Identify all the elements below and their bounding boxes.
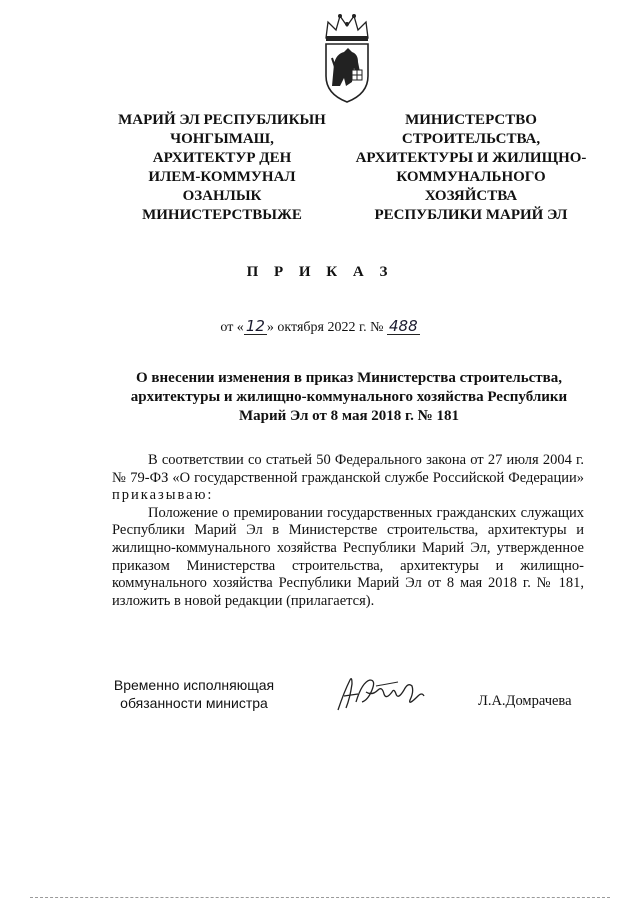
- header-left-line: ОЗАНЛЫК: [182, 188, 262, 204]
- document-title: П Р И К А З: [246, 264, 394, 280]
- subject-line: О внесении изменения в приказ Министерства строительства,: [135, 370, 563, 386]
- date-prefix: от «: [220, 320, 244, 335]
- position-line: обязанности министра: [120, 695, 268, 711]
- order-body: [112, 452, 584, 610]
- header-right-line: РЕСПУБЛИКИ МАРИЙ ЭЛ: [374, 207, 568, 223]
- header-left-line: АРХИТЕКТУР ДЕН: [152, 150, 292, 166]
- header-right-line: ХОЗЯЙСТВА: [424, 188, 518, 204]
- preamble-paragraph: [112, 452, 584, 505]
- header-mari-block: [108, 111, 336, 225]
- subject-line: архитектуры и жилищно-коммунального хозяйства Республики: [130, 389, 568, 405]
- main-paragraph: Положение о премировании государственных гражданских служащих Республики Марий Эл в Министерстве строительства, архитектуры и жилищно-коммунального хозяйства Республики Марий Эл, утвержденное приказом Министерства строительства, архитектуры и жилищно-коммунального хозяйства Республики Марий Эл от 8 мая 2018 г. № 181, изложить в новой редакции (прилагается).: [112, 504, 584, 609]
- header-left-line: МИНИСТЕРСТВЫЖЕ: [142, 207, 302, 223]
- date-line: [0, 318, 640, 336]
- date-middle: » октября 2022 г. №: [266, 320, 384, 335]
- header-left-line: ИЛЕМ-КОММУНАЛ: [148, 169, 296, 185]
- signatory-name: Л.А.Домрачева: [478, 693, 572, 709]
- handwritten-order-number: 488: [388, 317, 418, 335]
- handwritten-signature: [332, 672, 428, 716]
- signatory-position: [108, 676, 280, 712]
- scan-edge-line: [30, 897, 610, 898]
- header-right-line: КОММУНАЛЬНОГО: [396, 169, 546, 185]
- preamble-text: В соответствии со статьей 50 Федерального закона от 27 июля 2004 г. № 79-ФЗ «О государственной гражданской службе Российской Федерации»: [112, 452, 584, 486]
- header-right-line: СТРОИТЕЛЬСТВА,: [401, 131, 541, 147]
- order-word: приказываю:: [112, 487, 214, 504]
- header-right-line: МИНИСТЕРСТВО: [405, 112, 537, 128]
- subject-line: Марий Эл от 8 мая 2018 г. № 181: [238, 408, 460, 424]
- position-line: Временно исполняющая: [113, 677, 275, 693]
- header-left-line: МАРИЙ ЭЛ РЕСПУБЛИКЫН: [118, 112, 326, 128]
- header-right-line: АРХИТЕКТУРЫ И ЖИЛИЩНО-: [355, 150, 587, 166]
- handwritten-day: 12: [245, 317, 265, 335]
- header-russian-block: [350, 111, 592, 225]
- order-subject: [110, 369, 588, 426]
- coat-of-arms-emblem: [318, 12, 376, 104]
- header-left-line: ЧОНГЫМАШ,: [170, 131, 274, 147]
